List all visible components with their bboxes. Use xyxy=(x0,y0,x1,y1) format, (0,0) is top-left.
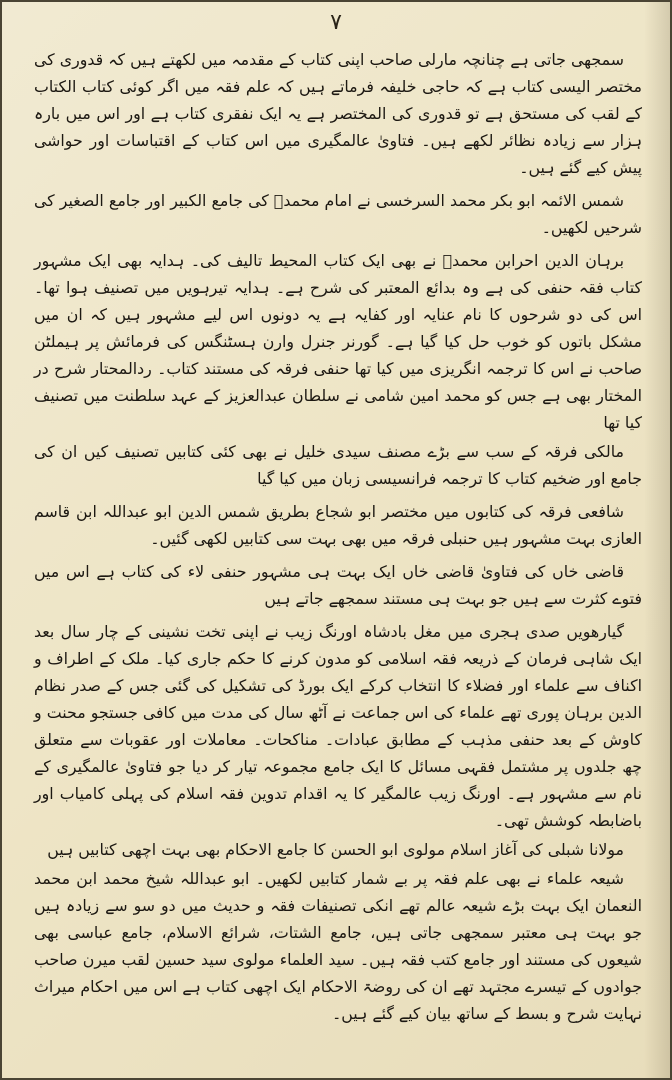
page-edge-shadow xyxy=(644,2,670,1078)
paragraph-maliki: مالکی فرقہ کے سب سے بڑے مصنف سیدی خلیل نے بھی کئی کتابیں تصنیف کیں ان کی جامع اور ضخیم کتاب کا ترجمہ فرانسیسی زبان میں کیا گیا xyxy=(34,442,642,488)
paragraph-hidaya: برہان الدین احرابن محمدؒ نے بھی ایک کتاب المحیط تالیف کی۔ ہدایہ بھی ایک مشہور کتاب فقہ حنفی کی ہے وہ بدائع المعتبر کی شرح ہے۔ ہدایہ تیرہویں میں تصنیف ہوا تھا۔ اس کی دو شرحوں کا نام عنایہ اور کفایہ ہے یہ دونوں اس لیے مشہور ہیں کہ ان میں مشکل باتوں کو خوب حل کیا گیا ہے۔ گورنر جنرل وارن ہسٹنگس کی فرمائش پر ہیملٹن صاحب نے اس کا ترجمہ انگریزی میں کیا تھا حنفی فرقہ کی مستند کتاب۔ ردالمحتار شرح در المختار بھی ہے جس کو محمد امین شامی نے سلطان عبدالعزیز کے عہد سلطنت میں تصنیف کیا تھا xyxy=(34,251,642,432)
paragraph-sarakhsi: شمس الائمہ ابو بکر محمد السرخسی نے امام محمدؒ کی جامع الکبیر اور جامع الصغیر کی شرحیں لکھیں۔ xyxy=(34,191,642,237)
page-body-text xyxy=(34,46,642,1042)
paragraph-qazi-khan: قاضی خاں کی فتاویٰ قاضی خاں ایک بہت ہی مشہور حنفی لاء کی کتاب ہے اس میں فتوے کثرت سے ہیں جو بہت ہی مستند سمجھے جاتے ہیں xyxy=(34,562,642,608)
paragraph-alamgiri: گیارھویں صدی ہجری میں مغل بادشاہ اورنگ زیب نے اپنی تخت نشینی کے چار سال بعد ایک شاہی فرمان کے ذریعہ فقہ اسلامی کو مدون کرنے کا حکم جاری کیا۔ ملک کے اطراف و اکناف سے علماء اور فضلاء کا انتخاب کرکے ایک بورڈ کی تشکیل کی گئی جس کے صدر نظام الدین برہان پوری تھے علماء کی اس جماعت نے آٹھ سال کی مدت میں کافی جستجو محنت و کاوش کے بعد حنفی مذہب کے مطابق عبادات۔ مناکحات۔ معاملات اور عقوبات سے متعلق چھ جلدوں پر مشتمل فقہی مسائل کا ایک جامع مجموعہ تیار کر دیا جو فتاویٰ عالمگیری کے نام سے مشہور ہے۔ اورنگ زیب عالمگیر کا یہ اقدام تدوین فقہ اسلام کی پہلی کامیاب اور باضابطہ کوشش تھی۔ xyxy=(34,622,642,830)
paragraph-shibli: مولانا شبلی کی آغاز اسلام مولوی ابو الحسن کا جامع الاحکام بھی بہت اچھی کتابیں ہیں xyxy=(47,840,624,859)
paragraph-shafii: شافعی فرقہ کی کتابوں میں مختصر ابو شجاع بطریق شمس الدین ابو عبداللہ ابن قاسم العازی بہت مشہور ہیں حنبلی فرقہ میں بھی بہت سی کتابیں لکھی گئیں۔ xyxy=(34,502,642,548)
paragraph-shia-fiqh: شیعہ علماء نے بھی علم فقہ پر بے شمار کتابیں لکھیں۔ ابو عبداللہ شیخ محمد ابن محمد النعمان ایک بہت بڑے شیعہ عالم تھے انکی تصنیفات فقہ و حدیث میں دو سو سے زیادہ ہیں جو بہت ہی معتبر سمجھی جاتی ہیں، جامع الشتات، شرائع الاسلام، جامع عباسی بھی شیعوں کی مستند اور جامع کتب فقہ ہیں۔ سید العلماء مولوی سید حسین لقب میرن صاحب جوادوں کے تیسرے مجتہد تھے ان کی روضۃ الاحکام ایک اچھی کتاب ہے اس میں احکام میراث نہایت شرح و بسط کے ساتھ بیان کیے گئے ہیں۔ xyxy=(34,869,642,1023)
page-number: ۷ xyxy=(330,10,342,35)
paragraph-quduri: سمجھی جاتی ہے چنانچہ مارلی صاحب اپنی کتاب کے مقدمہ میں لکھتے ہیں کہ قدوری کی مختصر الیسی کتاب ہے کہ حاجی خلیفہ فرماتے ہیں کہ علم فقہ میں اگر کوئی کتاب الکتاب کے لقب کی مستحق ہے تو قدوری کی المختصر ہے یہ ایک نفقری کتاب ہے اور اس میں بارہ ہزار سے زیادہ نظائر لکھے ہیں۔ فتاویٰ عالمگیری میں اس کتاب کے اقتباسات اور حواشی پیش کیے گئے ہیں۔ xyxy=(34,50,642,177)
